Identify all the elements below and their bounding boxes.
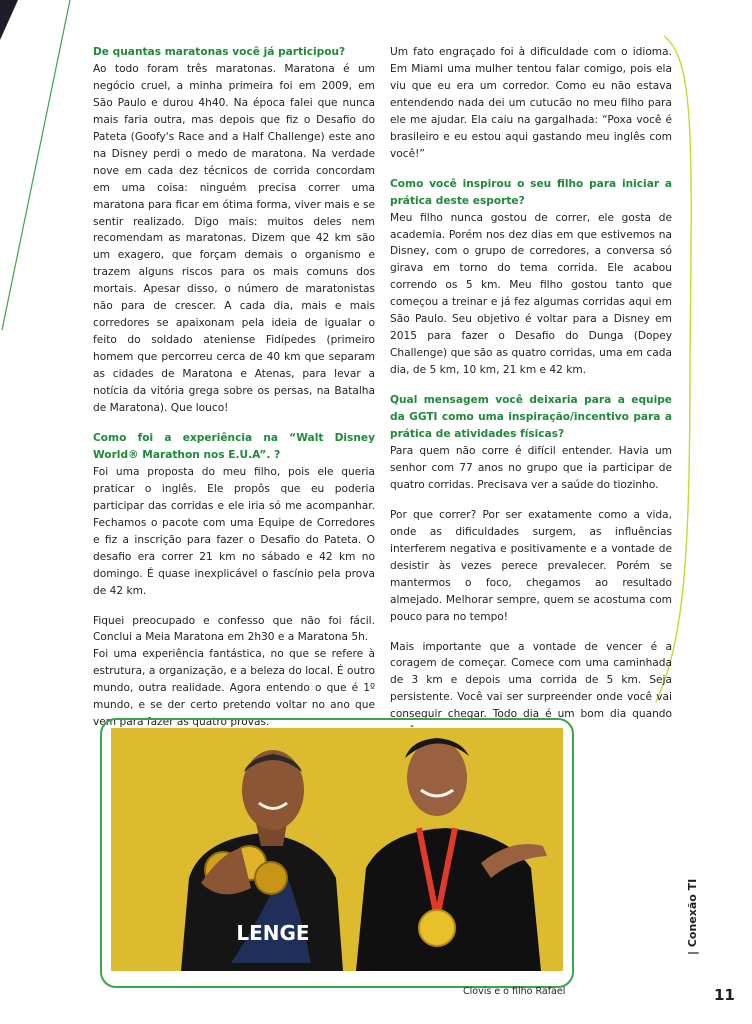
- answer-paragraph: Mais importante que a vontade de vencer é a coragem de começar. Comece com uma caminhada de 3 km e depois uma corrida de 5 km. Seja persistente. Você vai ser surpreender onde você vai conseguir chegar. Todo dia é um bom dia quando: [390, 640, 672, 721]
- question-heading: Como você inspirou o seu filho para iniciar a prática deste esporte?: [390, 177, 672, 207]
- question-heading: Qual mensagem você deixaria para a equipe da GGTI como uma inspiração/incentivo para a prática de atividades físicas?: [390, 394, 672, 441]
- publication-label: | Conexão TI: [686, 878, 699, 955]
- question-heading: De quantas maratonas você já participou?: [93, 46, 346, 58]
- photo-caption: Clovis e o filho Rafael: [463, 986, 566, 997]
- diagonal-line-left: [2, 0, 70, 330]
- left-text-column: [93, 44, 375, 744]
- answer-paragraph: Um fato engraçado foi à dificuldade com o idioma. Em Miami uma mulher tentou falar comigo, pois ela viu que eu era um corredor. Como eu não estava entendendo nada dei um cutucão no meu filho para ele me ajudar. Ela caiu na gargalhada: “Poxa você é brasileiro e eu estou aqui gastando meu inglês com você!”: [390, 46, 672, 160]
- question-heading: Como foi a experiência na “Walt Disney World® Marathon nos E.U.A”. ?: [93, 431, 375, 461]
- answer-paragraph: Para quem não corre é difícil entender. Havia um senhor com 77 anos no grupo que ia participar de quatro corridas. Precisava ver a saúde do tiozinho.: [390, 444, 672, 491]
- page-number: 11: [714, 986, 735, 1004]
- runners-illustration: [111, 728, 563, 971]
- answer-paragraph: Por que correr? Por ser exatamente como a vida, onde as dificuldades surgem, as influências interferem negativa e positivamente e a vontade de desistir às vezes perece prevalecer. Porém se mantermos o foco, chegamos ao resultado almejado. Melhorar sempre, quem se acostuma com pouco para no tempo!: [390, 508, 672, 623]
- runners-photo: [111, 728, 563, 971]
- right-text-column: [390, 44, 672, 783]
- answer-paragraph: Fiquei preocupado e confesso que não foi fácil. Conclui a Meia Maratona em 2h30 e a Maratona 5h.: [93, 614, 375, 644]
- answer-paragraph: Foi uma experiência fantástica, no que se refere à estrutura, a organização, e a beleza do local. É outro mundo, outra realidade. Agora entendo o que é 1º mundo, e se der certo pretendo voltar no ano que vem para fazer as quatro provas.: [93, 648, 375, 729]
- answer-paragraph: Ao todo foram três maratonas. Maratona é um negócio cruel, a minha primeira foi em 2009, em São Paulo e durou 4h40. Na época falei que nunca mais faria outra, mas depois que fiz o Desafio do Pateta (Goofy's Race and a Half Challenge) este ano na Disney perdi o medo de maratona. Na verdade nove em cada dez técnicos de corrida concordam em uma coisa: ninguém precisa correr uma maratona para ficar em ótima forma, viver mais e se sentir realizado. Digo mais: muitos deles nem recomendam as maratonas. Dizem que 42 km são um exagero, que forçam demais o organismo e trazem alguns riscos para os mais comuns dos mortais. Apesar disso, o número de maratonistas não para de crescer. A cada dia, mais e mais corredores se apaixonam pela ideia de igualar o feito do soldado ateniense Fidípedes (primeiro homem que percorreu cerca de 40 km que separam as cidades de Maratona e Atenas, para levar a notícia da vitória grega sobre os persas, na Batalha de Maratona). Que louco!: [93, 62, 375, 415]
- answer-paragraph: Foi uma proposta do meu filho, pois ele queria praticar o inglês. Ele propôs que eu poderia participar das corridas e ele iria só me acompanhar. Fechamos o pacote com uma Equipe de Corredores e fiz a inscrição para fazer o Desafio do Pateta. O desafio era correr 21 km no sábado e 42 km no domingo. É quase inexplicável o fascínio pela prova de 42 km.: [93, 465, 375, 597]
- answer-paragraph: Meu filho nunca gostou de correr, ele gosta de academia. Porém nos dez dias em que estivemos na Disney, com o grupo de corredores, a conversa só girava em torno do tema corrida. Ele acabou correndo os 5 km. Meu filho gostou tanto que começou a treinar e já fez algumas corridas aqui em São Paulo. Seu objetivo é voltar para a Disney em 2015 para fazer o Desafio do Dunga (Dopey Challenge) que são as quatro corridas, uma em cada dia, de 5 km, 10 km, 21 km e 42 km.: [390, 211, 672, 377]
- corner-triangle: [0, 0, 18, 40]
- shirt-text: LENGE: [236, 921, 310, 945]
